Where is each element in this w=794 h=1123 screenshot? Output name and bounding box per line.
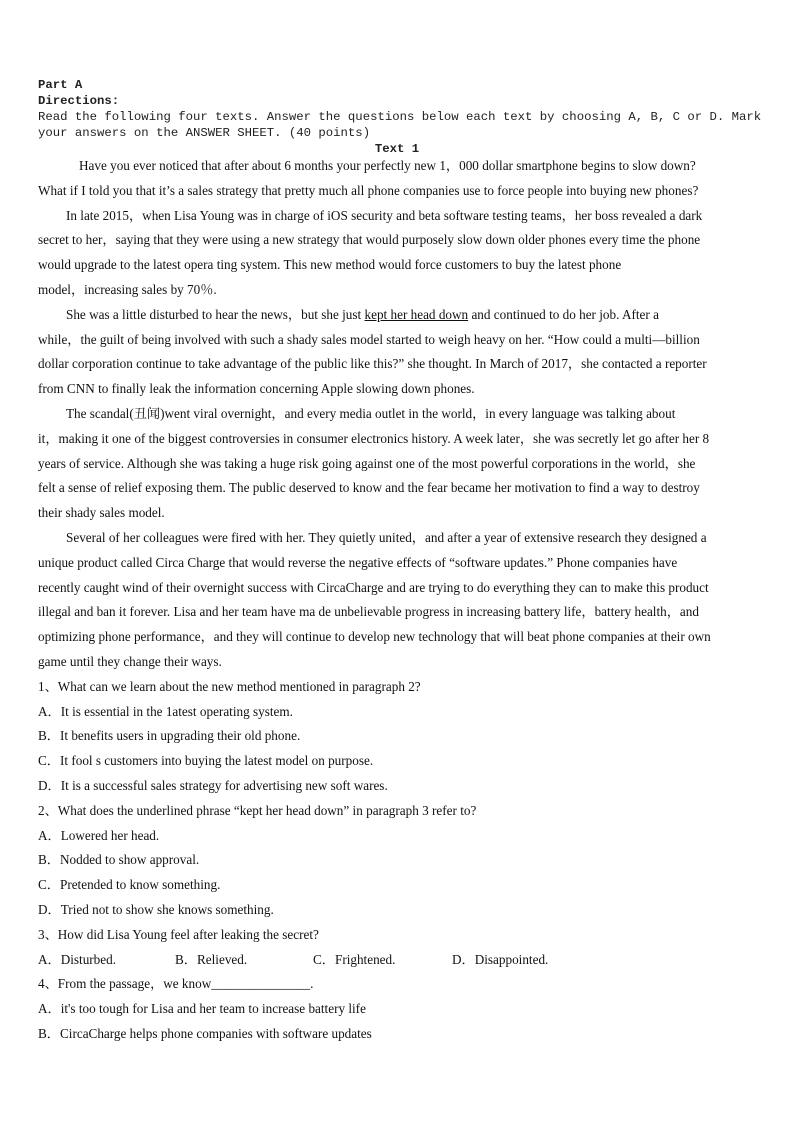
answer-option[interactable]: B．Nodded to show approval. xyxy=(38,852,200,868)
text-segment: and continued to do her job. After a xyxy=(468,306,659,322)
question-stem: 2、What does the underlined phrase “kept her head down” in paragraph 3 refer to? xyxy=(38,802,477,818)
paragraph-line: secret to her，saying that they were using a new strategy that would purposely slow down older phones every time the phone xyxy=(38,232,701,248)
answer-option[interactable]: B．Relieved. xyxy=(175,951,248,967)
answer-option[interactable]: B．It benefits users in upgrading their old phone. xyxy=(38,728,301,744)
paragraph-line: while，the guilt of being involved with such a shady sales model started to weigh heavy on her. “How could a multi—billion xyxy=(38,331,700,347)
paragraph-line: In late 2015，when Lisa Young was in charge of iOS security and beta software testing teams，her boss revealed a dark xyxy=(66,207,703,223)
answer-option[interactable]: D．It is a successful sales strategy for advertising new soft wares. xyxy=(38,777,388,793)
directions-label: Directions: xyxy=(38,94,120,108)
answer-option[interactable]: C．Frightened. xyxy=(313,951,396,967)
paragraph-line: What if I told you that it’s a sales strategy that pretty much all phone companies use to force people into buying new phones? xyxy=(38,182,699,198)
options-row xyxy=(38,948,758,973)
text-segment: She was a little disturbed to hear the news，but she just xyxy=(66,306,365,322)
paragraph-line: from CNN to finally leak the information concerning Apple slowing down phones. xyxy=(38,381,475,397)
paragraph-line: optimizing phone performance，and they will continue to develop new technology that will beat phone companies at their own xyxy=(38,629,711,645)
paragraph-line: Have you ever noticed that after about 6 months your perfectly new 1，000 dollar smartphone begins to slow down? xyxy=(79,158,696,173)
answer-option[interactable]: A．Lowered her head. xyxy=(38,827,160,843)
answer-option[interactable]: C．It fool s customers into buying the latest model on purpose. xyxy=(38,753,374,769)
passage-and-questions xyxy=(38,154,758,1047)
answer-option[interactable]: D．Tried not to show she knows something. xyxy=(38,901,274,917)
directions-text: Read the following four texts. Answer the questions below each text by choosing A, B, C or D. Mark xyxy=(38,110,762,124)
question-stem: 1、What can we learn about the new method mentioned in paragraph 2? xyxy=(38,678,421,694)
paragraph-line: illegal and ban it forever. Lisa and her team have ma de unbelievable progress in increasing battery life，battery health，and xyxy=(38,604,699,620)
paragraph-line: their shady sales model. xyxy=(38,505,165,521)
directions-text: your answers on the ANSWER SHEET. (40 points) xyxy=(38,126,371,140)
question-stem: 4、From the passage，we know_______________. xyxy=(38,976,314,992)
paragraph-line: it，making it one of the biggest controversies in consumer electronics history. A week later，she was secretly let go after her 8 xyxy=(38,430,710,446)
answer-option[interactable]: A．Disturbed. xyxy=(38,951,117,967)
paragraph-line: Several of her colleagues were fired with her. They quietly united，and after a year of extensive research they designed a xyxy=(66,529,707,545)
paragraph-line: felt a sense of relief exposing them. The public deserved to know and the fear became her motivation to find a way to destroy xyxy=(38,480,700,496)
paragraph-line: The scandal(丑闻)went viral overnight，and every media outlet in the world，in every language was talking about xyxy=(66,405,676,421)
underlined-phrase: kept her head down xyxy=(364,306,469,322)
answer-option[interactable]: A．it's too tough for Lisa and her team to increase battery life xyxy=(38,1001,366,1017)
paragraph-line: dollar corporation continue to take advantage of the public like this?” she thought. In March of 2017，she contacted a reporter xyxy=(38,356,707,372)
answer-option[interactable]: A．It is essential in the 1atest operating system. xyxy=(38,703,293,719)
answer-option[interactable]: D．Disappointed. xyxy=(452,951,549,967)
paragraph-line: game until they change their ways. xyxy=(38,653,222,669)
answer-option[interactable]: B．CircaCharge helps phone companies with software updates xyxy=(38,1025,372,1041)
paragraph-line: years of service. Although she was taking a huge risk going against one of the most powerful corporations in the world，she xyxy=(38,455,696,471)
question-stem: 3、How did Lisa Young feel after leaking the secret? xyxy=(38,926,319,942)
paragraph-line: unique product called Circa Charge that would reverse the negative effects of “software updates.” Phone companies have xyxy=(38,554,678,570)
paragraph-line xyxy=(38,303,758,328)
part-heading: Part A xyxy=(38,78,83,92)
paragraph-line: would upgrade to the latest opera ting system. This new method would force customers to buy the latest phone xyxy=(38,257,622,273)
paragraph-line: model，increasing sales by 70％. xyxy=(38,281,217,297)
paragraph-line: recently caught wind of their overnight success with CircaCharge and are trying to do everything they can to make this product xyxy=(38,579,709,595)
text-title: Text 1 xyxy=(374,142,420,156)
answer-option[interactable]: C．Pretended to know something. xyxy=(38,877,221,893)
